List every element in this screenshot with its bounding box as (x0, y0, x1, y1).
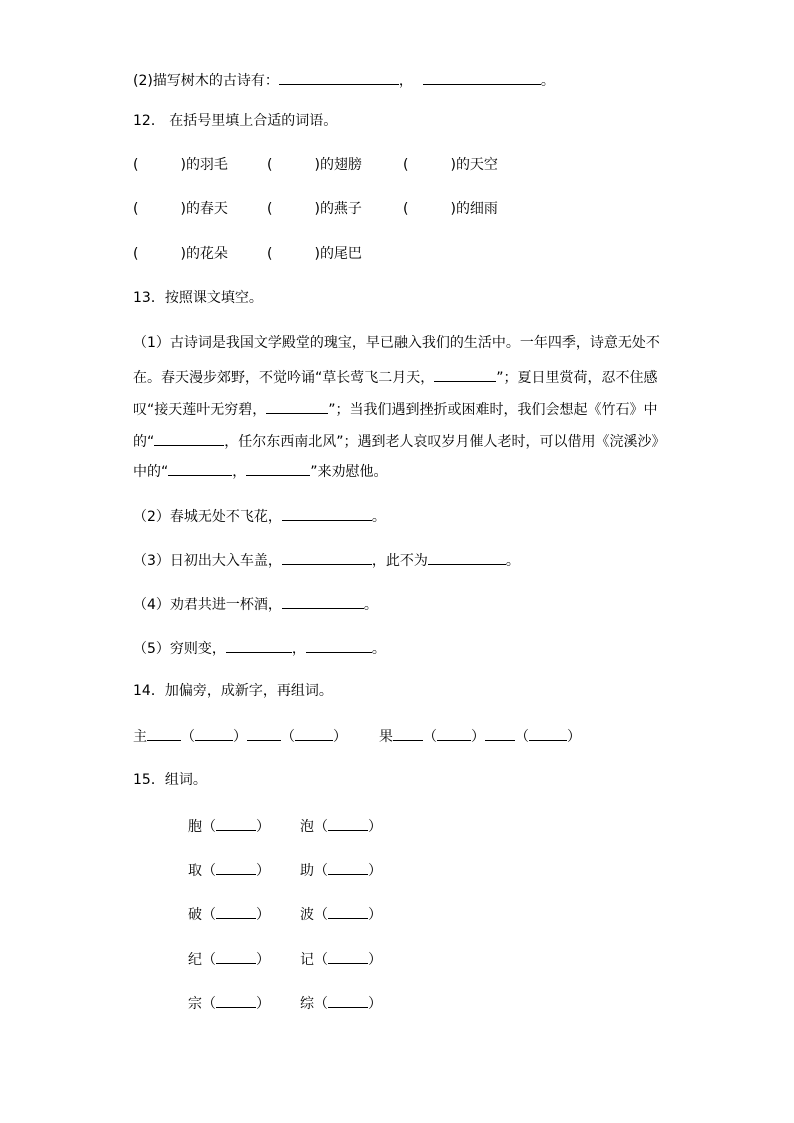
answer-blank[interactable] (266, 398, 328, 414)
answer-blank[interactable] (216, 815, 256, 831)
answer-blank[interactable] (328, 815, 368, 831)
q13-p1-line4: 的“ ，任尔东西南北风”；遇到老人哀叹岁月催人老时，可以借用《浣溪沙》 (133, 430, 666, 452)
q13-p1-line2: 在。春天漫步郊野，不觉吟诵“草长莺飞二月天， ”；夏日里赏荷，忍不住感 (133, 366, 658, 388)
answer-blank[interactable] (246, 460, 310, 476)
answer-blank[interactable] (216, 992, 256, 1008)
q13-p2-line: （2）春城无处不飞花， 。 (133, 505, 386, 527)
q11-part2-prefix: (2)描写树木的古诗有： (133, 73, 279, 89)
q11-part2-line (133, 69, 555, 91)
answer-blank[interactable] (328, 992, 368, 1008)
q14-title: 14．加偏旁，成新字，再组词。 (133, 683, 333, 699)
q15-item: 波（ ） (300, 903, 382, 925)
q13-p4-line: （4）劝君共进一杯酒， 。 (133, 593, 378, 615)
q12-title: 12． 在括号里填上合适的词语。 (133, 113, 338, 129)
answer-blank[interactable] (485, 725, 515, 741)
answer-blank[interactable] (195, 725, 233, 741)
q15-item: 宗（ ） (188, 992, 270, 1014)
q15-item: 泡（ ） (300, 815, 382, 837)
q15-item: 综（ ） (300, 992, 382, 1014)
q13-p1-line1: （1）古诗词是我国文学殿堂的瑰宝，早已融入我们的生活中。一年四季，诗意无处不 (133, 335, 660, 351)
q14-base-char: 果 (379, 729, 393, 745)
answer-blank[interactable] (328, 903, 368, 919)
answer-blank[interactable] (282, 593, 364, 609)
q15-title: 15．组词。 (133, 772, 207, 788)
q12-item: ( )的燕子 (267, 201, 362, 217)
answer-blank[interactable] (279, 69, 399, 85)
q11-end-mark: 。 (540, 73, 555, 89)
answer-blank[interactable] (423, 69, 541, 85)
answer-blank[interactable] (216, 903, 256, 919)
answer-blank[interactable] (434, 366, 496, 382)
q12-item: ( )的羽毛 (133, 157, 228, 173)
q13-p5-line: （5）穷则变， ， 。 (133, 637, 386, 659)
answer-blank[interactable] (147, 725, 181, 741)
q12-item: ( )的细雨 (403, 201, 498, 217)
q12-item: ( )的春天 (133, 201, 228, 217)
q15-item: 胞（ ） (188, 815, 270, 837)
answer-blank[interactable] (226, 637, 292, 653)
answer-blank[interactable] (306, 637, 372, 653)
answer-blank[interactable] (247, 725, 281, 741)
answer-blank[interactable] (168, 460, 232, 476)
q13-p1-line3: 叹“接天莲叶无穷碧， ”；当我们遇到挫折或困难时，我们会想起《竹石》中 (133, 398, 658, 420)
answer-blank[interactable] (216, 948, 256, 964)
q12-item: ( )的天空 (403, 157, 498, 173)
q15-item: 破（ ） (188, 903, 270, 925)
q12-item: ( )的翅膀 (267, 157, 362, 173)
answer-blank[interactable] (282, 505, 372, 521)
answer-blank[interactable] (328, 948, 368, 964)
answer-blank[interactable] (295, 725, 333, 741)
answer-blank[interactable] (393, 725, 423, 741)
answer-blank[interactable] (328, 859, 368, 875)
answer-blank[interactable] (437, 725, 471, 741)
answer-blank[interactable] (282, 549, 372, 565)
q14-base-char: 主 (133, 729, 147, 745)
q15-item: 记（ ） (300, 948, 382, 970)
q14-row: 主 （ ） （ ） 果 （ ） （ ） (133, 725, 581, 747)
answer-blank[interactable] (529, 725, 567, 741)
q12-item: ( )的花朵 (133, 246, 228, 262)
q12-item: ( )的尾巴 (267, 246, 362, 262)
q15-item: 纪（ ） (188, 948, 270, 970)
answer-blank[interactable] (154, 430, 224, 446)
q11-separator: ， (398, 73, 413, 89)
q13-title: 13．按照课文填空。 (133, 290, 263, 306)
q13-p1-line5: 中的“ ， ”来劝慰他。 (133, 460, 388, 482)
answer-blank[interactable] (428, 549, 506, 565)
q15-item: 取（ ） (188, 859, 270, 881)
answer-blank[interactable] (216, 859, 256, 875)
q13-p3-line: （3）日初出大入车盖， ，此不为 。 (133, 549, 520, 571)
q15-item: 助（ ） (300, 859, 382, 881)
